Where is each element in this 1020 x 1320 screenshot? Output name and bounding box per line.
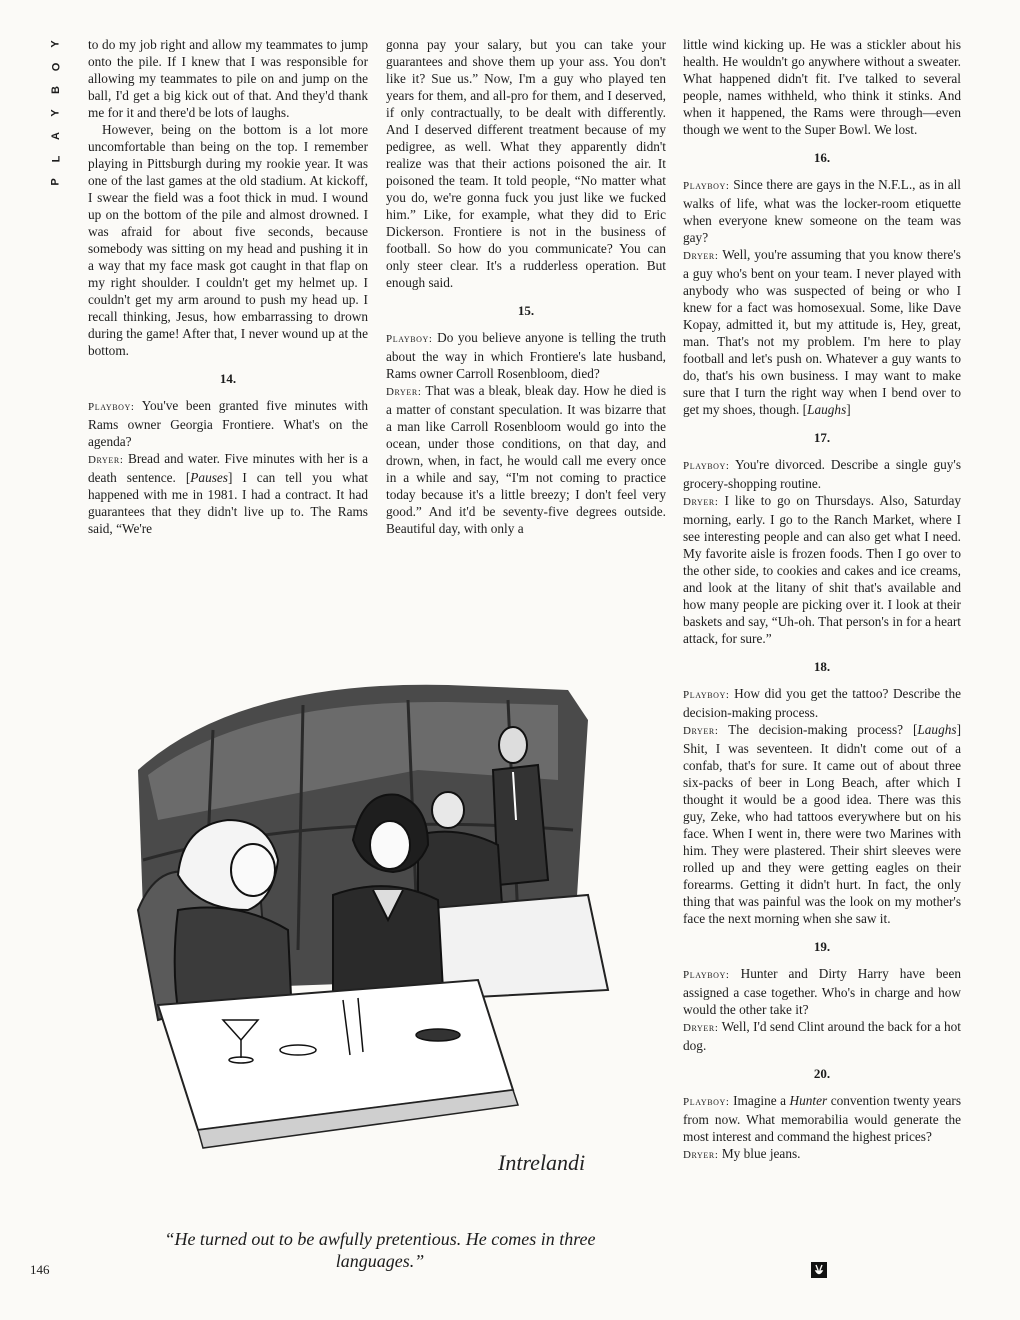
brand-letter: P: [50, 178, 62, 186]
speaker-label: Playboy:: [683, 689, 730, 701]
question: Playboy: Do you believe anyone is telling the truth about the way in which Frontiere's late husband, Rams owner Carroll Rosenbloom, died?: [386, 330, 666, 381]
question-number: 20.: [813, 1066, 831, 1081]
question-number: 16.: [813, 150, 831, 165]
speaker-label: Playboy:: [683, 1096, 730, 1108]
brand-letter: B: [49, 86, 62, 94]
speaker-label: Dryer:: [683, 725, 719, 737]
question-number: 14.: [219, 371, 237, 386]
brand-letter: Y: [50, 109, 62, 117]
cartoon-caption: “He turned out to be awfully pretentious. He comes in three languages.”: [164, 1229, 596, 1271]
bunny-end-mark-icon: [811, 1262, 827, 1278]
magazine-brand-vertical: [46, 38, 66, 188]
question: Playboy: Since there are gays in the N.F.L., as in all walks of life, what was the locker-room etiquette when everyone knew someone on the team was gay?: [683, 177, 961, 245]
text-column-3: [683, 36, 961, 1164]
speaker-label: Dryer:: [683, 1022, 719, 1034]
answer: Dryer: That was a bleak, bleak day. How he died is a matter of constant speculation. It was bizarre that a man like Carroll Rosenbloom would go into the ocean, under those conditions, on that day, and drown, when, in fact, he would call me every once in a while and say, “I'm not coming to practice today because it's a little breezy; I don't feel very good.” And it'd be seventy-five degrees outside. Beautiful day, with only a: [386, 383, 666, 536]
brand-letter: A: [49, 132, 62, 140]
speaker-label: Dryer:: [683, 250, 719, 262]
answer: Dryer: My blue jeans.: [683, 1146, 801, 1161]
answer: Dryer: The decision-making process? [Laughs] Shit, I was seventeen. It didn't come out of a confab, that's for sure. It came out of about three six-packs of beer in Long Beach, after which I thought it would be a good idea. There was this guy, Zeke, who had tattoos everywhere but on his face. When I went in, there were two Marines with him. They were plastered. Their shirt sleeves were rolled up and they were getting eagles on their forearms. Getting it didn't hurt. In fact, the only thing that was painful was the look on my mother's face the next morning when she saw it.: [683, 722, 961, 926]
question: Playboy: How did you get the tattoo? Describe the decision-making process.: [683, 686, 961, 720]
text-column-1: [88, 36, 368, 537]
cartoon-illustration: [118, 660, 648, 1200]
question: Playboy: Hunter and Dirty Harry have been assigned a case together. Who's in charge and how would the other take it?: [683, 966, 961, 1017]
brand-letter: L: [49, 155, 62, 163]
question: Playboy: Imagine a Hunter convention twenty years from now. What memorabilia would generate the most interest and command the highest prices?: [683, 1093, 961, 1144]
text-column-2: [386, 36, 666, 537]
speaker-label: Dryer:: [386, 386, 422, 398]
answer: Dryer: Well, I'd send Clint around the back for a hot dog.: [683, 1019, 961, 1053]
paragraph: little wind kicking up. He was a stickler about his health. He wouldn't go anywhere without a sweater. What happened didn't fit. I've talked to several people, names withheld, who think it stinks. And when it happened, the Rams were through—even though we went to the Super Bowl. We lost.: [683, 37, 961, 137]
question: Playboy: You're divorced. Describe a single guy's grocery-shopping routine.: [683, 457, 961, 491]
speaker-label: Playboy:: [88, 401, 135, 413]
speaker-label: Dryer:: [683, 496, 719, 508]
question-number: 18.: [813, 659, 831, 674]
answer: Dryer: I like to go on Thursdays. Also, Saturday morning, early. I go to the Ranch Market, where I see interesting people and can also get what I need. My favorite aisle is frozen foods. Then I go over to the other side, to cookies and cakes and ice creams, and look at the litany of shit that's available and how many people are picking over it. I look at their baskets and say, “Uh-oh. That person's in for a heart attack, for sure.”: [683, 493, 961, 646]
brand-letter: Y: [50, 40, 62, 48]
question-number: 15.: [517, 303, 535, 318]
speaker-label: Dryer:: [88, 454, 124, 466]
answer: Dryer: Bread and water. Five minutes with her is a death sentence. [Pauses] I can tell you what happened with me in 1981. I had a contract. It had guarantees that they didn't live up to. The Rams said, “We're: [88, 451, 368, 536]
question: Playboy: You've been granted five minutes with Rams owner Georgia Frontiere. What's on the agenda?: [88, 398, 368, 449]
answer: Dryer: Well, you're assuming that you know there's a guy who's bent on your team. I never played with anybody who was suspected of being or who I knew for a fact was homosexual. Some, like Dave Kopay, admitted it, but my attitude is, Hey, great, man. That's not my problem. I'm here to play football and let's push on. Whatever a guy wants to do, that's his own business. I may want to make sure that I turn the right way when I bend over to get my shoes, though. [Laughs]: [683, 247, 961, 417]
question-number: 19.: [813, 939, 831, 954]
speaker-label: Playboy:: [683, 180, 730, 192]
cartoonist-signature: Intrelandi: [498, 1150, 586, 1175]
paragraph: gonna pay your salary, but you can take your guarantees and shove them up your ass. You don't like it? Sue us.” Now, I'm a guy who played ten years for them, and all-pro for them, and I deserved, if only contractually, to be dealt with differently. And I deserved different treatment because of my pedigree, as well. What they apparently didn't realize was that their actions poisoned the air. It poisoned the team. It told people, “No matter what you do, we're gonna fuck you just like we fucked him.” Like, for example, what they did to Eric Dickerson. Frontiere is not in the business of football. So how do you communicate? You can only steer clear. It's a rudderless operation. But enough said.: [386, 37, 666, 290]
brand-letter: O: [50, 62, 62, 72]
page-number: 146: [30, 1262, 50, 1277]
speaker-label: Playboy:: [683, 460, 730, 472]
speaker-label: Dryer:: [683, 1149, 719, 1161]
speaker-label: Playboy:: [683, 969, 730, 981]
paragraph: to do my job right and allow my teammates to jump onto the pile. If I knew that I was responsible for allowing my teammates to pile on and jump on the ball, I'd get a big kick out of that. And they'd thank me for it and there'd be lots of laughs.: [88, 37, 368, 120]
paragraph: However, being on the bottom is a lot more uncomfortable than being on the top. I remember playing in Pittsburgh during my rookie year. It was one of the last games at the old stadium. At kickoff, I swear the field was a foot thick in mud. I wound up on the bottom of the pile and almost drowned. I was afraid for about five seconds, because somebody was sitting on my head and pushing it in a way that my face mask got caught in that flap on my right shoulder. I couldn't get my helmet up. I couldn't get my arm around to push my head up. I recall thinking, Jesus, how embarrassing to drown during the game! After that, I never wound up at the bottom.: [88, 122, 368, 358]
speaker-label: Playboy:: [386, 333, 433, 345]
question-number: 17.: [813, 430, 831, 445]
